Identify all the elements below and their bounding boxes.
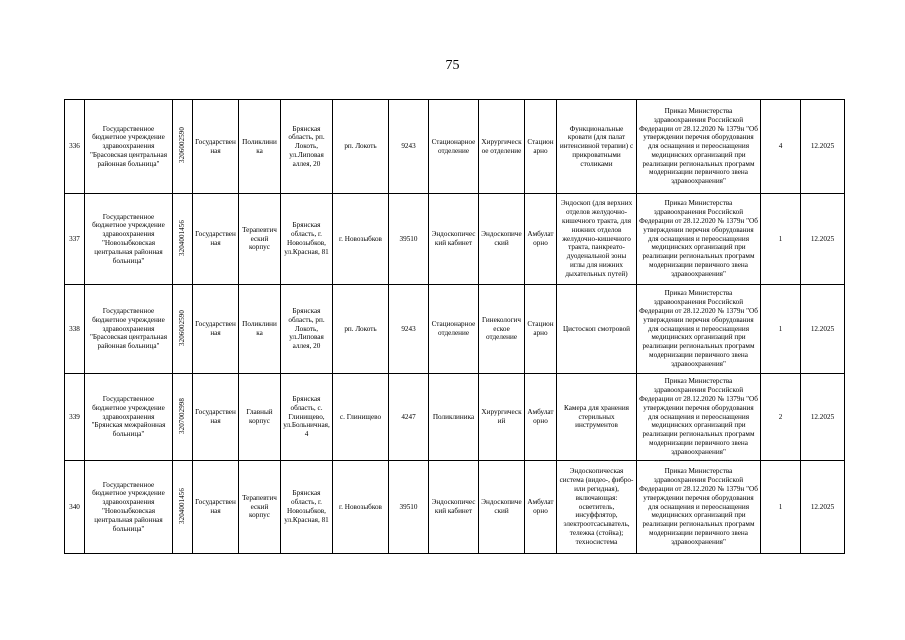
care-type: Амбулаторно bbox=[525, 461, 557, 554]
deadline: 12.2025 bbox=[801, 285, 845, 374]
regulatory-document: Приказ Министерства здравоохранения Российской Федерации от 28.12.2020 № 1379н "Об утверждении перечня оборудования для оснащения и переоснащения медицинских организаций при реализации региональных программ модернизации первичного звена здравоохранения" bbox=[637, 194, 761, 285]
deadline: 12.2025 bbox=[801, 461, 845, 554]
care-unit: Эндоскопический кабинет bbox=[429, 461, 479, 554]
quantity: 1 bbox=[761, 461, 801, 554]
institution-code: 3204001456 bbox=[173, 194, 193, 285]
institution-code: 3204001456 bbox=[173, 461, 193, 554]
regulatory-document: Приказ Министерства здравоохранения Российской Федерации от 28.12.2020 № 1379н "Об утверждении перечня оборудования для оснащения и переоснащения медицинских организаций при реализации региональных программ модернизации первичного звена здравоохранения" bbox=[637, 374, 761, 461]
deadline: 12.2025 bbox=[801, 194, 845, 285]
address: Брянская область, г. Новозыбков, ул.Красная, 81 bbox=[281, 461, 333, 554]
care-unit: Стационарное отделение bbox=[429, 285, 479, 374]
table-row bbox=[65, 374, 845, 461]
regulatory-document: Приказ Министерства здравоохранения Российской Федерации от 28.12.2020 № 1379н "Об утверждении перечня оборудования для оснащения и переоснащения медицинских организаций при реализации региональных программ модернизации первичного звена здравоохранения" bbox=[637, 461, 761, 554]
settlement: рп. Локоть bbox=[333, 285, 389, 374]
regulatory-document: Приказ Министерства здравоохранения Российской Федерации от 28.12.2020 № 1379н "Об утверждении перечня оборудования для оснащения и переоснащения медицинских организаций при реализации региональных программ модернизации первичного звена здравоохранения" bbox=[637, 100, 761, 194]
quantity: 4 bbox=[761, 100, 801, 194]
equipment-name: Камера для хранения стерильных инструментов bbox=[557, 374, 637, 461]
population: 39510 bbox=[389, 461, 429, 554]
address: Брянская область, рп. Локоть, ул.Липовая аллея, 20 bbox=[281, 100, 333, 194]
equipment-register-table bbox=[64, 99, 845, 554]
equipment-name: Эндоскопическая система (видео-, фибро- или регидная), включающая: осветитель, инсуффлятор, электроотсасыватель, тележка (стойка); техносистема bbox=[557, 461, 637, 554]
population: 9243 bbox=[389, 100, 429, 194]
table-row bbox=[65, 100, 845, 194]
row-number: 340 bbox=[65, 461, 85, 554]
deadline: 12.2025 bbox=[801, 100, 845, 194]
table-row bbox=[65, 285, 845, 374]
department: Эндоскопический bbox=[479, 461, 525, 554]
population: 39510 bbox=[389, 194, 429, 285]
deadline: 12.2025 bbox=[801, 374, 845, 461]
address: Брянская область, с. Глинищево, ул.Больничная, 4 bbox=[281, 374, 333, 461]
care-unit: Эндоскопический кабинет bbox=[429, 194, 479, 285]
ownership-form: Государственная bbox=[193, 374, 239, 461]
population: 9243 bbox=[389, 285, 429, 374]
institution-name: Государственное бюджетное учреждение здравоохранения "Брасовская центральная районная больница" bbox=[85, 100, 173, 194]
regulatory-document: Приказ Министерства здравоохранения Российской Федерации от 28.12.2020 № 1379н "Об утверждении перечня оборудования для оснащения и переоснащения медицинских организаций при реализации региональных программ модернизации первичного звена здравоохранения" bbox=[637, 285, 761, 374]
row-number: 337 bbox=[65, 194, 85, 285]
ownership-form: Государственная bbox=[193, 285, 239, 374]
department: Хирургический bbox=[479, 374, 525, 461]
building-name: Терапевтический корпус bbox=[239, 461, 281, 554]
quantity: 1 bbox=[761, 194, 801, 285]
population: 4247 bbox=[389, 374, 429, 461]
table-row bbox=[65, 461, 845, 554]
row-number: 336 bbox=[65, 100, 85, 194]
building-name: Поликлиника bbox=[239, 100, 281, 194]
care-type: Амбулаторно bbox=[525, 194, 557, 285]
care-unit: Стационарное отделение bbox=[429, 100, 479, 194]
institution-code: 3207002998 bbox=[173, 374, 193, 461]
equipment-name: Эндоскоп (для верхних отделов желудочно-кишечного тракта, для нижних отделов желудочно-кишечного тракта, панкреато-дуоденальной зоны иглы для нижних дыхательных путей) bbox=[557, 194, 637, 285]
settlement: г. Новозыбков bbox=[333, 194, 389, 285]
settlement: рп. Локоть bbox=[333, 100, 389, 194]
ownership-form: Государственная bbox=[193, 461, 239, 554]
settlement: г. Новозыбков bbox=[333, 461, 389, 554]
equipment-name: Функциональные кровати (для палат интенсивной терапии) с прикроватными столиками bbox=[557, 100, 637, 194]
institution-name: Государственное бюджетное учреждение здравоохранения "Новозыбковская центральная районная больница" bbox=[85, 194, 173, 285]
table-row bbox=[65, 194, 845, 285]
care-type: Амбулаторно bbox=[525, 374, 557, 461]
row-number: 339 bbox=[65, 374, 85, 461]
building-name: Терапевтический корпус bbox=[239, 194, 281, 285]
care-type: Стационарно bbox=[525, 285, 557, 374]
care-type: Стационарно bbox=[525, 100, 557, 194]
department: Хирургическое отделение bbox=[479, 100, 525, 194]
department: Гинекологическое отделение bbox=[479, 285, 525, 374]
page-number: 75 bbox=[445, 58, 460, 73]
institution-code: 3206002590 bbox=[173, 285, 193, 374]
institution-name: Государственное бюджетное учреждение здравоохранения "Брянская межрайонная больница" bbox=[85, 374, 173, 461]
department: Эндоскопический bbox=[479, 194, 525, 285]
building-name: Главный корпус bbox=[239, 374, 281, 461]
ownership-form: Государственная bbox=[193, 194, 239, 285]
address: Брянская область, рп. Локоть, ул.Липовая аллея, 20 bbox=[281, 285, 333, 374]
quantity: 1 bbox=[761, 285, 801, 374]
care-unit: Поликлиника bbox=[429, 374, 479, 461]
building-name: Поликлиника bbox=[239, 285, 281, 374]
quantity: 2 bbox=[761, 374, 801, 461]
institution-name: Государственное бюджетное учреждение здравоохранения "Новозыбковская центральная районная больница" bbox=[85, 461, 173, 554]
settlement: с. Глинищево bbox=[333, 374, 389, 461]
address: Брянская область, г. Новозыбков, ул.Красная, 81 bbox=[281, 194, 333, 285]
ownership-form: Государственная bbox=[193, 100, 239, 194]
equipment-name: Цистоскоп смотровой bbox=[557, 285, 637, 374]
row-number: 338 bbox=[65, 285, 85, 374]
institution-code: 3206002590 bbox=[173, 100, 193, 194]
institution-name: Государственное бюджетное учреждение здравоохранения "Брасовская центральная районная больница" bbox=[85, 285, 173, 374]
